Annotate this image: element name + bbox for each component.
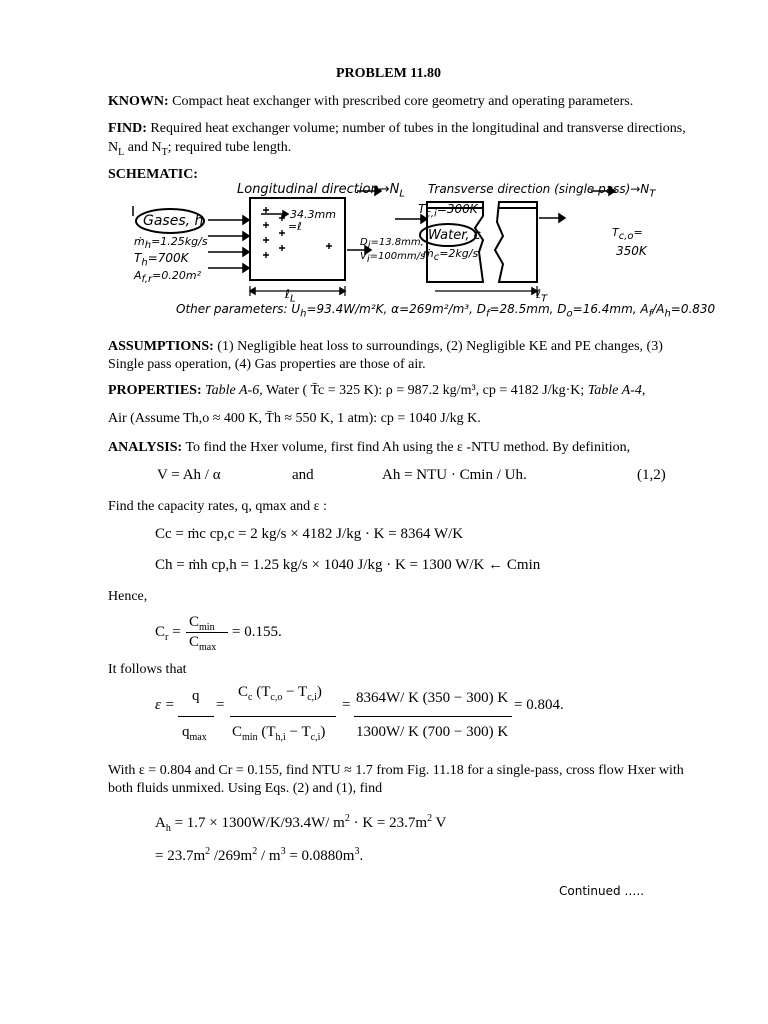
Ah-equation: $A_h = 1.7 \times 1300W/K/93.4W/$ $m^2 \cdot K = 23.7m^2$ V: [155, 813, 447, 834]
analysis-label: ANALYSIS:: [108, 440, 183, 455]
find-section: [108, 121, 686, 137]
epsilon-mid-denominator: $C_{min}$ $(T_{h,i} - T_{c,i})$: [232, 724, 326, 743]
epsilon-qmax: $q_{max}$: [182, 724, 207, 743]
equals-2: =: [342, 697, 351, 713]
Cr-value: = 0.155.: [232, 624, 282, 640]
Th-label: $T_h=700K$: [134, 251, 189, 269]
page-title: PROBLEM 11.80: [336, 66, 442, 81]
eq1-left: V = Ah / α: [157, 467, 221, 483]
properties-table4: Table A-4: [587, 383, 642, 398]
other-parameters: Other parameters: $U_h=93.4W$/m²K, α=269m²/m³, $D_f=28.5mm$, $D_o=16.4mm$, $A_f/A_h=0.830$: [176, 302, 716, 320]
continued-text: Continued …..: [559, 884, 645, 898]
epsilon-right-numerator: 8364W/ K (350 − 300) K: [356, 690, 509, 706]
find-capacity-text: Find the capacity rates, q, qmax and ε :: [108, 499, 327, 514]
properties-table6: Table A-6: [205, 383, 260, 398]
Cr-symbol: $C_r$ =: [155, 624, 181, 643]
Di-label: $D_i=13.8mm$,: [360, 237, 424, 251]
epsilon-q-bar: [178, 716, 214, 717]
hence-text: Hence,: [108, 589, 148, 604]
lL-label: ℓ$_L$: [285, 287, 296, 305]
Afr-label: $A_{f,r}=0.20m^2$: [134, 269, 202, 286]
assumptions-label: ASSUMPTIONS:: [108, 339, 214, 354]
Cc-equation: Cc = ṁc cp,c = 2 kg/s × 4182 J/kg · K = 8364 W/K: [155, 526, 464, 542]
epsilon-q: q: [192, 688, 200, 704]
Tco-value: 350K: [616, 244, 647, 258]
epsilon-mid-numerator: $C_c$ $(T_{c,o} - T_{c,i})$: [238, 684, 322, 703]
ell-label: =ℓ: [288, 220, 302, 233]
properties-water: , Water ( T̄c = 325 K): ρ = 987.2 kg/m³, cp = 4182 J/kg·K;: [259, 383, 588, 398]
lT-label: ℓ$_T$: [536, 287, 548, 305]
mc-label: ṁ$_c$=2kg/s: [423, 247, 479, 264]
water-label: Water, c: [428, 228, 481, 243]
assumptions-line1: (1) Negligible heat loss to surroundings, (2) Negligible KE and PE changes, (3): [217, 339, 663, 354]
Cr-denominator: $C_{max}$: [189, 634, 217, 653]
Vi-label: $V_i=100mm/s$: [360, 251, 426, 265]
epsilon-right-denominator: 1300W/ K (700 − 300) K: [356, 724, 509, 740]
epsilon-right-bar: [354, 716, 512, 717]
assumptions-line2: Single pass operation, (4) Gas properties are those of air.: [108, 357, 426, 372]
spacing-label: 34.3mm: [290, 208, 336, 221]
find-line2: $N_L$ and $N_T$; required tube length.: [108, 140, 292, 158]
Cr-fraction-bar: [186, 632, 228, 633]
transverse-direction-label: Transverse direction (single $pass)\to N_T$: [428, 182, 656, 200]
Tci-label: $T_{c,i}=300K$: [418, 202, 478, 220]
properties-section: PROPERTIES: Table A-6, Water ( T̄c = 325 K): ρ = 987.2 kg/m³, cp = 4182 J/kg·K; Table A-4,: [108, 383, 646, 398]
known-section: [108, 94, 633, 110]
eq1-number: (1,2): [637, 467, 666, 483]
known-label: KNOWN:: [108, 94, 169, 109]
ntu-line1: With ε = 0.804 and Cr = 0.155, find NTU ≈ 1.7 from Fig. 11.18 for a single-pass, cross flow Hxer with: [108, 763, 684, 778]
equals-1: =: [216, 697, 225, 713]
Tco-label: $T_{c,o}=$: [612, 226, 643, 243]
properties-line2: Air (Assume Th,o ≈ 400 K, T̄h ≈ 550 K, 1 atm): cp = 1040 J/kg K.: [108, 411, 481, 426]
transverse-core-block-right: [495, 202, 537, 282]
eq1-and: and: [292, 467, 314, 483]
gases-label: Gases, h: [143, 213, 204, 229]
ntu-line2: both fluids unmixed. Using Eqs. (2) and (1), find: [108, 781, 383, 796]
analysis-intro: To find the Hxer volume, first find Ah using the ε -NTU method. By definition,: [185, 440, 631, 455]
Cr-numerator: $C_{min}$: [189, 614, 215, 633]
eq1-right: Ah = NTU · Cmin / Uh.: [382, 467, 527, 483]
find-label: FIND:: [108, 121, 147, 136]
epsilon-mid-bar: [230, 716, 336, 717]
mh-label: ṁ$_h$=1.25kg/s: [134, 235, 208, 252]
find-line1: Required heat exchanger volume; number of tubes in the longitudinal and transverse directions,: [150, 121, 686, 136]
longitudinal-direction-label: Longitudinal $direction\to N_L$: [237, 182, 405, 200]
V-equation: = $23.7m^2$ $/269m^2 / m^3 = 0.0880m^3$.: [155, 846, 364, 864]
analysis-section: [108, 440, 630, 456]
follows-text: It follows that: [108, 662, 187, 677]
known-text: Compact heat exchanger with prescribed core geometry and operating parameters.: [172, 94, 634, 109]
epsilon-symbol: ε =: [155, 697, 175, 713]
assumptions-section: [108, 339, 663, 355]
schematic-label: SCHEMATIC:: [108, 167, 198, 182]
properties-label: PROPERTIES:: [108, 383, 202, 398]
epsilon-value: = 0.804.: [514, 697, 564, 713]
Ch-equation: Ch = ṁh cp,h = 1.25 kg/s × 1040 J/kg · K = 1300 W/K ← Cmin: [155, 557, 541, 573]
